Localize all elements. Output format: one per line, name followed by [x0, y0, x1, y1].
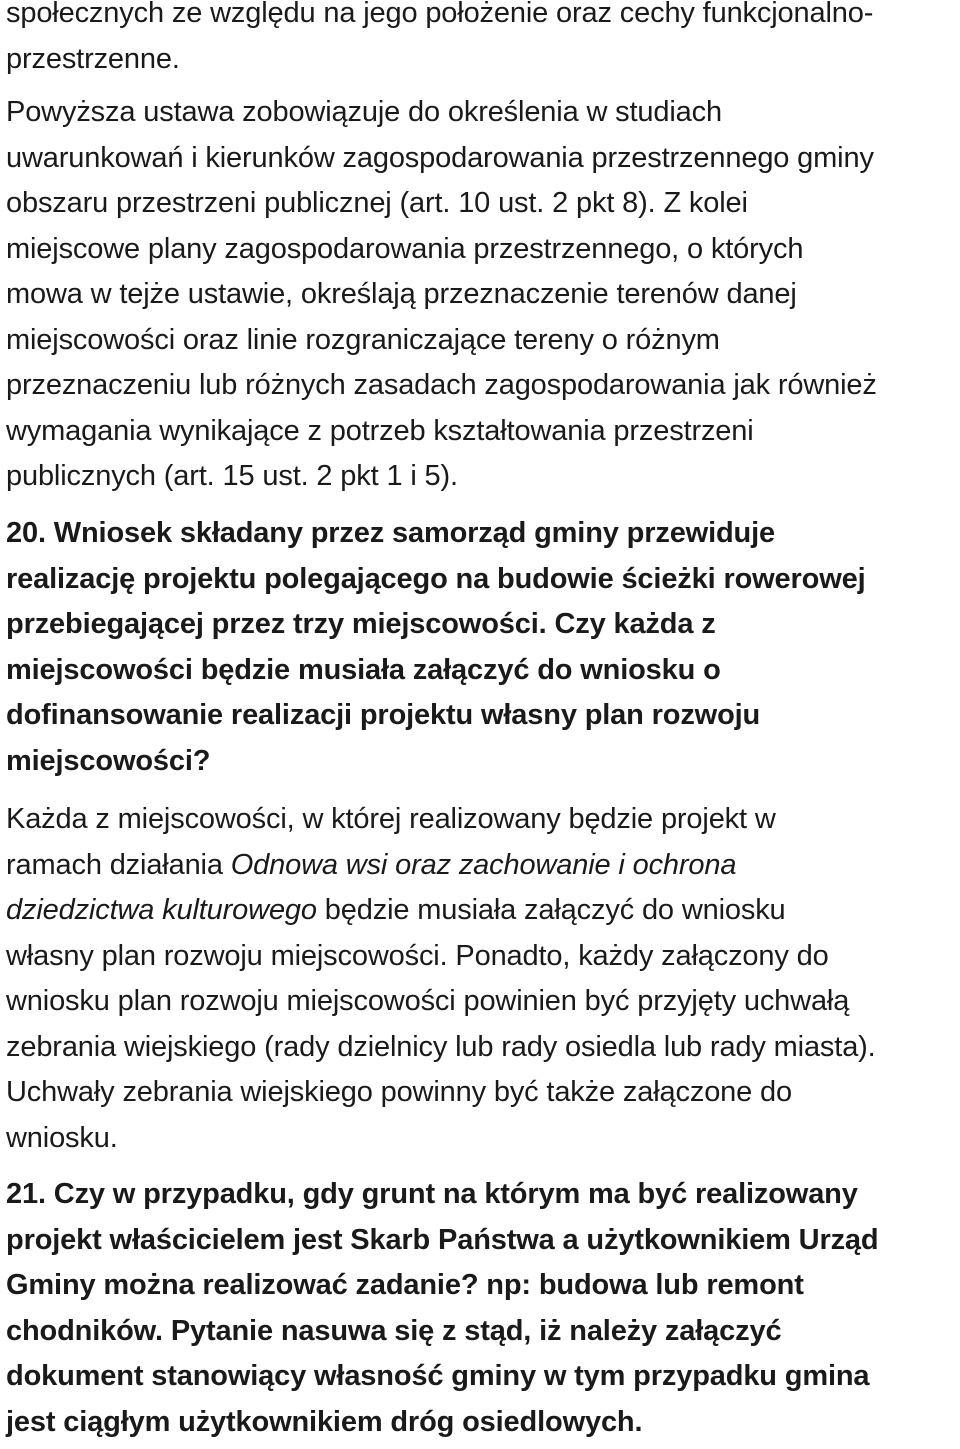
answer-20 [6, 797, 876, 1161]
text-line: miejscowości będzie musiała załączyć do wniosku o [6, 653, 721, 686]
question-21 [6, 1172, 878, 1445]
text-line: wniosku plan rozwoju miejscowości powinien być przyjęty uchwałą [6, 985, 850, 1017]
text-line [6, 888, 876, 934]
text-line: realizację projektu polegającego na budowie ścieżki rowerowej [6, 562, 866, 595]
text-line: Uchwały zebrania wiejskiego powinny być także załączone do [6, 1076, 792, 1108]
program-name-italic: dziedzictwa kulturowego [6, 894, 317, 926]
text-line: Każda z miejscowości, w której realizowany będzie projekt w [6, 803, 776, 835]
program-name-italic: Odnowa wsi oraz zachowanie i ochrona [230, 848, 737, 881]
text-line: Powyższa ustawa zobowiązuje do określenia w studiach [6, 96, 722, 128]
text-line: społecznych ze względu na jego położenie oraz cechy funkcjonalno- [6, 0, 874, 29]
text-line: wymagania wynikające z potrzeb kształtowania przestrzeni [6, 414, 754, 447]
text-line: dokument stanowiący własność gminy w tym przypadku gmina [6, 1360, 870, 1392]
text-line: miejscowości? [6, 744, 211, 777]
text-line: Gminy można realizować zadanie? np: budowa lub remont [6, 1269, 804, 1301]
text-line: przestrzenne. [6, 42, 180, 75]
text-run: będzie musiała załączyć do wniosku [316, 894, 786, 926]
text-line: przebiegającej przez trzy miejscowości. Czy każda z [6, 608, 716, 640]
text-line: dofinansowanie realizacji projektu własny plan rozwoju [6, 699, 761, 731]
text-line: miejscowe plany zagospodarowania przestrzennego, o których [6, 232, 804, 265]
text-line [6, 843, 876, 889]
text-line: uwarunkowań i kierunków zagospodarowania przestrzennego gminy [6, 141, 874, 174]
text-line: przeznaczeniu lub różnych zasadach zagospodarowania jak również [6, 369, 877, 401]
text-line: zebrania wiejskiego (rady dzielnicy lub rady osiedla lub rady miasta). [6, 1030, 876, 1063]
intro-paragraph [6, 0, 873, 82]
text-line: miejscowości oraz linie rozgraniczające tereny o różnym [6, 323, 720, 356]
text-line: jest ciągłym użytkownikiem dróg osiedlowych. [6, 1405, 643, 1438]
text-line: mowa w tejże ustawie, określają przeznaczenie terenów danej [6, 278, 797, 310]
text-line: obszaru przestrzeni publicznej (art. 10 ust. 2 pkt 8). Z kolei [6, 187, 748, 219]
text-line: 20. Wniosek składany przez samorząd gminy przewiduje [6, 517, 775, 549]
text-line: chodników. Pytanie nasuwa się z stąd, iż należy załączyć [6, 1314, 782, 1347]
text-line: 21. Czy w przypadku, gdy grunt na którym ma być realizowany [6, 1178, 858, 1210]
text-run: ramach działania [6, 848, 231, 881]
text-line: wniosku. [6, 1121, 118, 1154]
text-line: projekt właścicielem jest Skarb Państwa a użytkownikiem Urząd [6, 1223, 879, 1256]
question-20 [6, 511, 866, 784]
law-paragraph [6, 90, 877, 500]
text-line: własny plan rozwoju miejscowości. Ponadto, każdy załączony do [6, 939, 829, 972]
text-line: publicznych (art. 15 ust. 2 pkt 1 i 5). [6, 460, 458, 492]
